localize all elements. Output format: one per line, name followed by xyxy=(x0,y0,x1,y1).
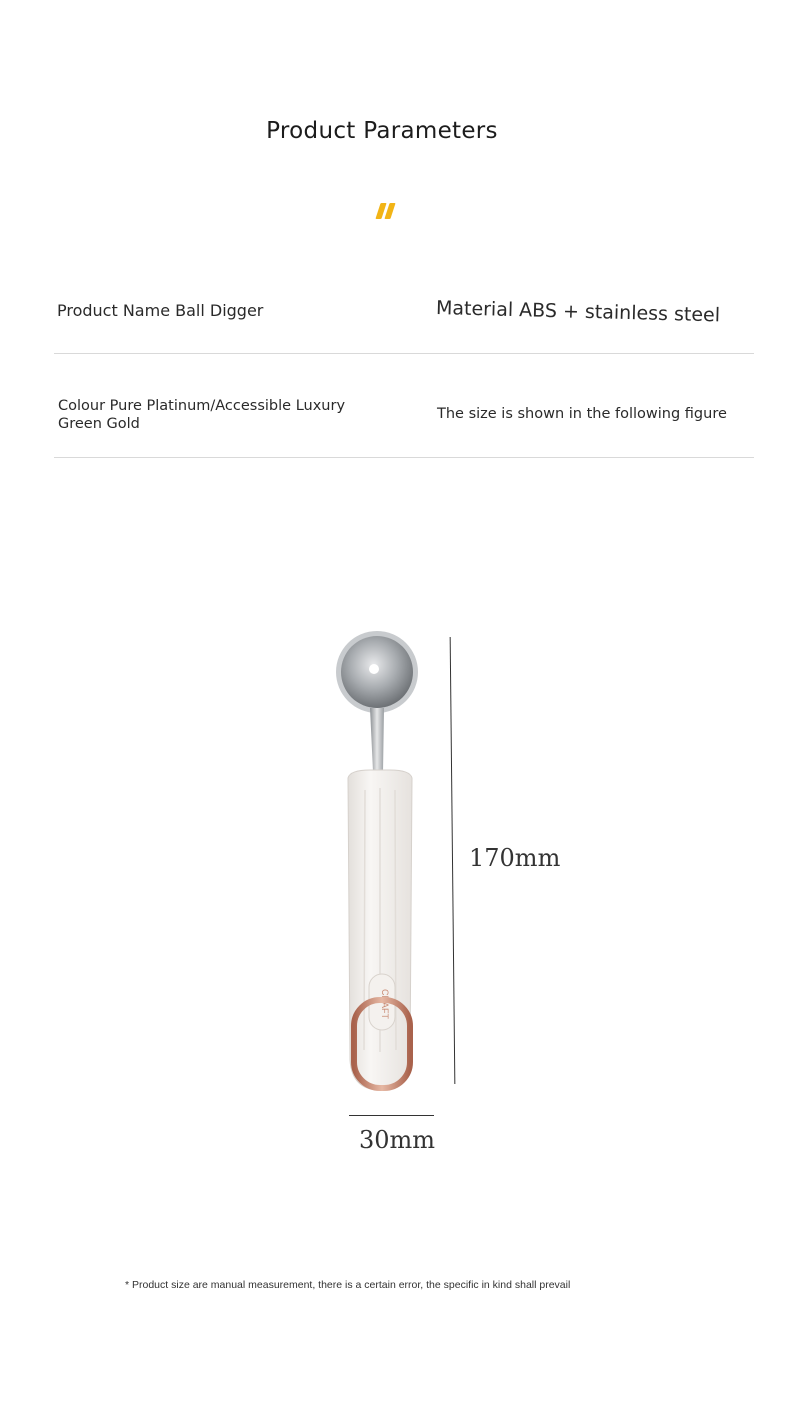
parameter-size-note: The size is shown in the following figure xyxy=(437,406,727,422)
parameter-colour: Colour Pure Platinum/Accessible Luxury Green Gold xyxy=(58,398,346,432)
divider xyxy=(54,457,754,458)
svg-text:CRAFT: CRAFT xyxy=(380,989,390,1019)
footnote: * Product size are manual measurement, there is a certain error, the specific in kind shall prevail xyxy=(125,1279,571,1291)
height-dimension-line xyxy=(450,637,456,1084)
ball-digger-product-image xyxy=(320,620,440,1100)
divider xyxy=(54,353,754,354)
parameter-name: Product Name Ball Digger xyxy=(57,301,264,320)
parameter-material: Material ABS + stainless steel xyxy=(435,297,721,327)
quote-mark-icon xyxy=(376,203,396,221)
page-title: Product Parameters xyxy=(266,118,498,144)
height-label: 170mm xyxy=(469,844,561,872)
width-label: 30mm xyxy=(359,1126,436,1154)
width-dimension-line xyxy=(349,1115,434,1116)
